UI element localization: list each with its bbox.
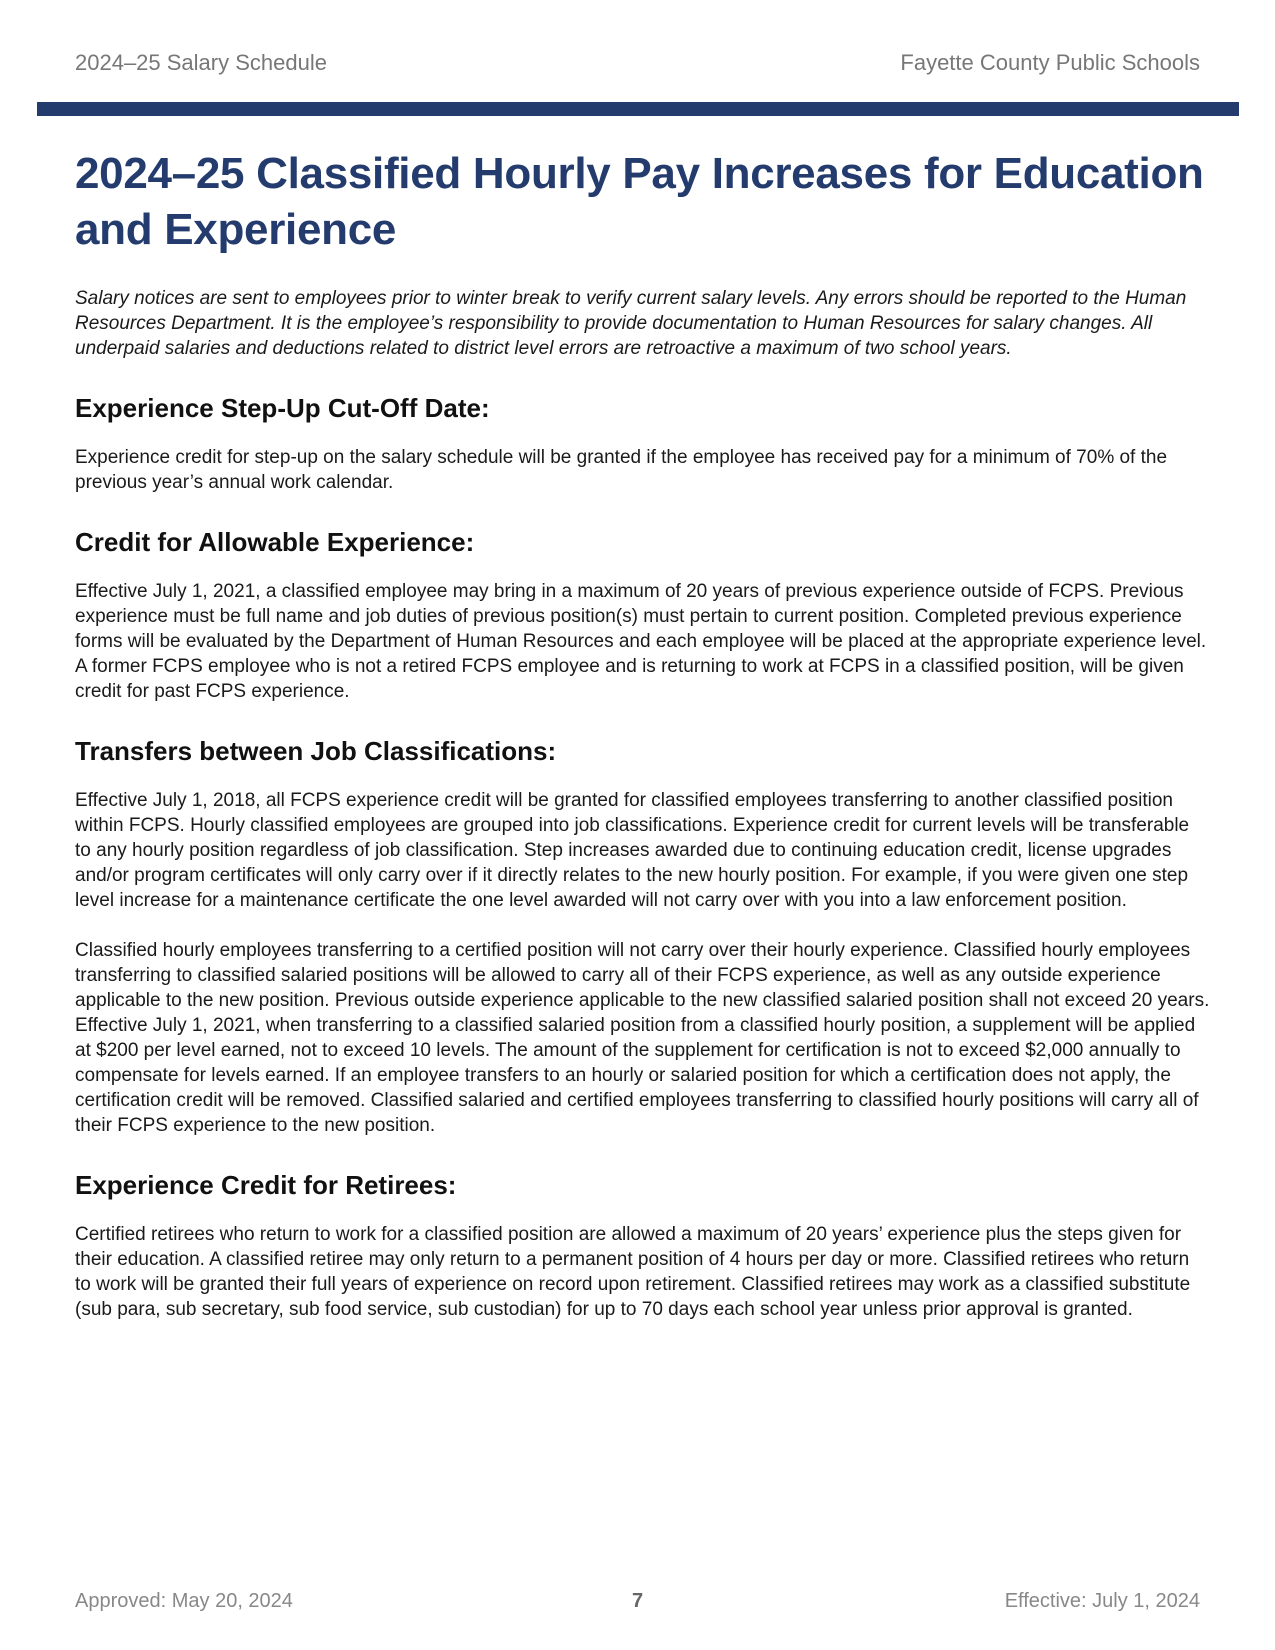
section-heading-transfers: Transfers between Job Classifications: [75, 736, 557, 766]
header-rule [37, 102, 1239, 116]
section-heading-retirees: Experience Credit for Retirees: [75, 1170, 457, 1200]
section-body-allowable-experience: Effective July 1, 2021, a classified employee may bring in a maximum of 20 years of previous experience outside of FCPS. Previous experience must be full name and job duties of previous position(s) must pertain to current position. Completed previous experience forms will be evaluated by the Department of Human Resources and each employee will be placed at the appropriate experience level. A former FCPS employee who is not a retired FCPS employee and is returning to work at FCPS in a classified position, will be given credit for past FCPS experience. [75, 581, 1207, 702]
section-body-step-up-cutoff: Experience credit for step-up on the salary schedule will be granted if the employee has received pay for a minimum of 70% of the previous year’s annual work calendar. [75, 447, 1168, 493]
footer-approved-date: Approved: May 20, 2024 [75, 1590, 293, 1612]
section-heading-step-up-cutoff: Experience Step-Up Cut-Off Date: [75, 393, 490, 423]
header-document-title: 2024–25 Salary Schedule [75, 50, 327, 75]
page-content [75, 146, 1210, 1322]
running-header [75, 50, 1200, 80]
section-body-transfers-1: Effective July 1, 2018, all FCPS experience credit will be granted for classified employees transferring to another classified position within FCPS. Hourly classified employees are grouped into job classifications. Experience credit for current levels will be transferable to any hourly position regardless of job classification. Step increases awarded due to continuing education credit, license upgrades and/or program certificates will only carry over if it directly relates to the new hourly position. For example, if you were given one step level increase for a maintenance certificate the one level awarded will not carry over with you into a law enforcement position. [75, 790, 1190, 911]
section-body-retirees: Certified retirees who return to work for a classified position are allowed a maximum of 20 years’ experience plus the steps given for their education. A classified retiree may only return to a permanent position of 4 hours per day or more. Classified retirees who return to work will be granted their full years of experience on record upon retirement. Classified retirees may work as a classified substitute (sub para, sub secretary, sub food service, sub custodian) for up to 70 days each school year unless prior approval is granted. [75, 1224, 1191, 1320]
section-body-transfers-2: Classified hourly employees transferring to a certified position will not carry over their hourly experience. Classified hourly employees transferring to classified salaried positions will be allowed to carry all of their FCPS experience, as well as any outside experience applicable to the new position. Previous outside experience applicable to the new classified salaried position shall not exceed 20 years. Effective July 1, 2021, when transferring to a classified salaried position from a classified hourly position, a supplement will be applied at $200 per level earned, not to exceed 10 levels. The amount of the supplement for certification is not to exceed $2,000 annually to compensate for levels earned. If an employee transfers to an hourly or salaried position for which a certification does not apply, the certification credit will be removed. Classified salaried and certified employees transferring to classified hourly positions will carry all of their FCPS experience to the new position. [75, 940, 1210, 1136]
page-title: 2024–25 Classified Hourly Pay Increases for Education and Experience [75, 149, 1204, 254]
header-organization: Fayette County Public Schools [900, 50, 1200, 75]
section-heading-allowable-experience: Credit for Allowable Experience: [75, 527, 475, 557]
intro-note: Salary notices are sent to employees prior to winter break to verify current salary levels. Any errors should be reported to the Human Resources Department. It is the employee’s responsibility to provide documentation to Human Resources for salary changes. All underpaid salaries and deductions related to district level errors are retroactive a maximum of two school years. [75, 288, 1187, 359]
page-number: 7 [631, 1590, 644, 1612]
running-footer [75, 1590, 1200, 1620]
footer-effective-date: Effective: July 1, 2024 [1004, 1590, 1200, 1612]
